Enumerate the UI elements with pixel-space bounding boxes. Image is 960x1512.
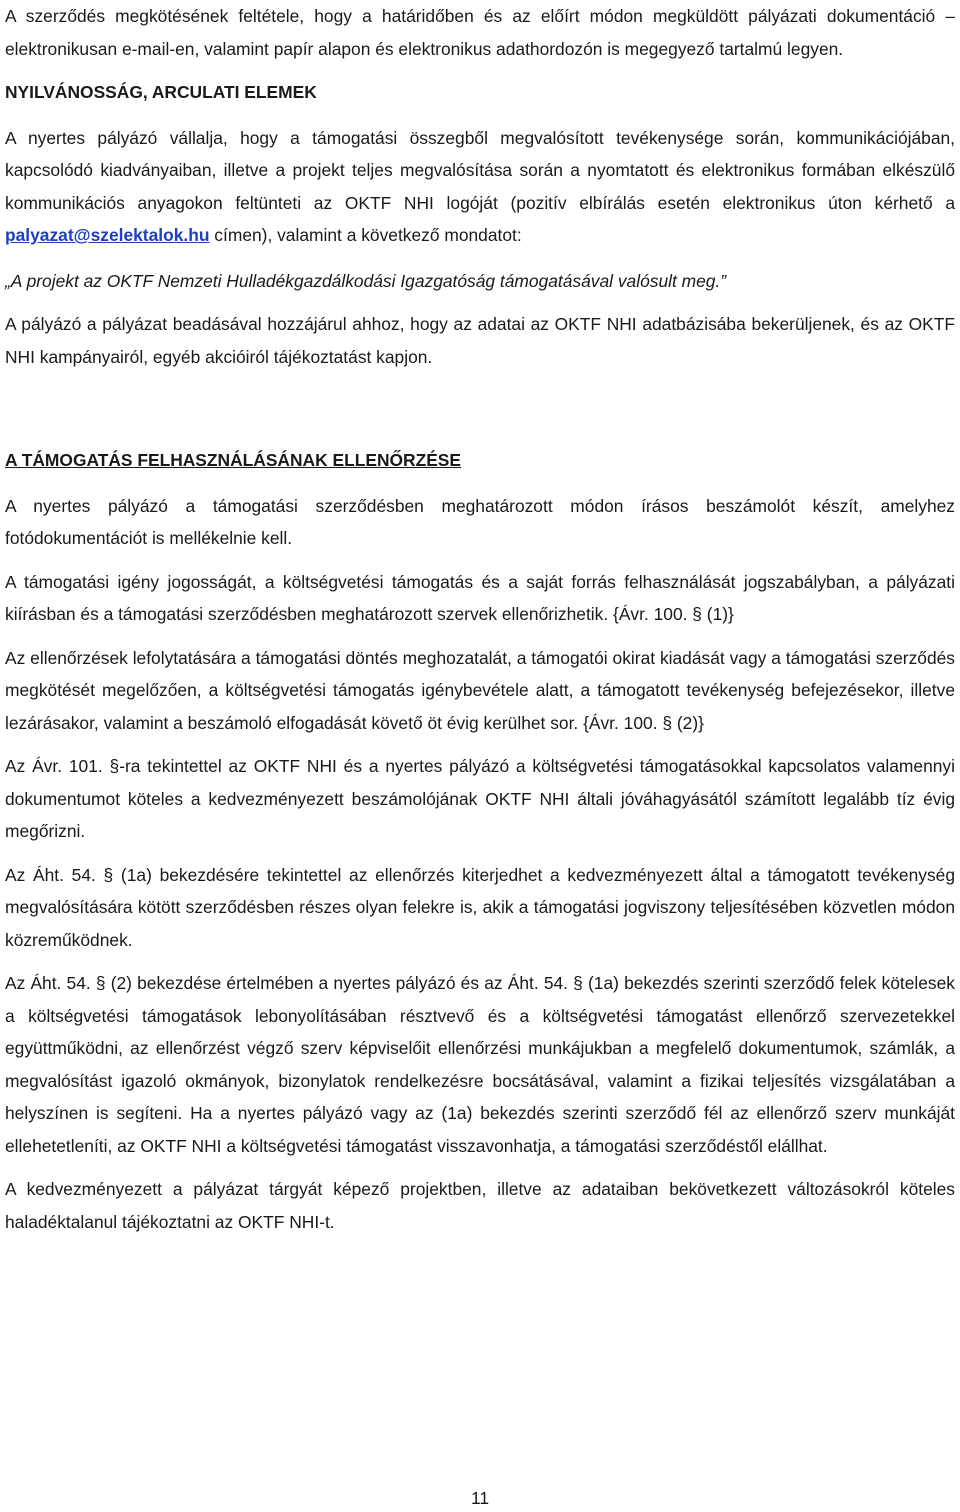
control-paragraph-2: A támogatási igény jogosságát, a költségvetési támogatás és a saját forrás felhasználását jogszabályban, a pályázati kiírásban és a támogatási szerződésben meghatározott szervek ellenőrizhetik. {Ávr. 100. § (1)} bbox=[5, 571, 955, 624]
publicity-paragraph-1 bbox=[5, 122, 955, 252]
email-link[interactable]: palyazat@szelektalok.hu bbox=[5, 225, 210, 245]
page-number: 11 bbox=[470, 1488, 490, 1508]
publicity-heading: NYILVÁNOSSÁG, ARCULATI ELEMEK bbox=[5, 82, 317, 102]
publicity-quote: „A projekt az OKTF Nemzeti Hulladékgazdálkodási Igazgatóság támogatásával valósult meg.” bbox=[5, 270, 727, 291]
publicity-paragraph-2: A pályázó a pályázat beadásával hozzájárul ahhoz, hogy az adatai az OKTF NHI adatbázisába bekerüljenek, és az OKTF NHI kampányairól, egyéb akcióiról tájékoztatást kapjon. bbox=[5, 314, 955, 367]
control-paragraph-4: Az Ávr. 101. §-ra tekintettel az OKTF NHI és a nyertes pályázó a költségvetési támogatásokkal kapcsolatos valamennyi dokumentumot köteles a kedvezményezett beszámolójának OKTF NHI általi jóváhagyásától számított legalább tíz évig megőrizni. bbox=[5, 756, 955, 841]
intro-paragraph: A szerződés megkötésének feltétele, hogy a határidőben és az előírt módon megküldött pályázati dokumentáció – elektronikusan e-mail-en, valamint papír alapon és elektronikus adathordozón is megegyező tartalmú legyen. bbox=[5, 6, 955, 59]
control-heading: A TÁMOGATÁS FELHASZNÁLÁSÁNAK ELLENŐRZÉSE bbox=[5, 450, 462, 470]
document-page bbox=[5, 0, 955, 1238]
control-paragraph-7: A kedvezményezett a pályázat tárgyát képező projektben, illetve az adataiban bekövetkezett változásokról köteles haladéktalanul tájékoztatni az OKTF NHI-t. bbox=[5, 1179, 955, 1232]
control-paragraph-5: Az Áht. 54. § (1a) bekezdésére tekintettel az ellenőrzés kiterjedhet a kedvezményezett által a támogatott tevékenység megvalósítására kötött szerződésben részes olyan felekre is, akik a támogatási jogviszony teljesítésében közvetlen módon közreműködnek. bbox=[5, 864, 955, 950]
control-paragraph-3: Az ellenőrzések lefolytatására a támogatási döntés meghozatalát, a támogatói okirat kiadását vagy a támogatási szerződés megkötését megelőzően, a költségvetési támogatás igénybevétele alatt, a támogatott tevékenység befejezésekor, illetve lezárásakor, valamint a beszámoló elfogadását követő öt évig kerülhet sor. {Ávr. 100. § (2)} bbox=[5, 647, 955, 733]
control-paragraph-6: Az Áht. 54. § (2) bekezdése értelmében a nyertes pályázó és az Áht. 54. § (1a) bekezdés szerinti szerződő felek kötelesek a költségvetési támogatások lebonyolításában résztvevő és a költségvetési támogatást ellenőrző szervezetekkel együttműködni, az ellenőrzést végző szerv képviselőit ellenőrzési munkájukban a megfelelő dokumentumok, számlák, a megvalósítást igazoló okmányok, bizonylatok rendelkezésre bocsátásával, valamint a fizikai teljesítés vizsgálatában a helyszínen is segíteni. Ha a nyertes pályázó vagy az (1a) bekezdés szerinti szerződő fél az ellenőrző szerv munkáját ellehetetleníti, az OKTF NHI a költségvetési támogatást visszavonhatja, a támogatási szerződéstől elállhat. bbox=[5, 973, 955, 1156]
publicity-paragraph-1-end: címen), valamint a következő mondatot: bbox=[209, 225, 522, 245]
control-paragraph-1: A nyertes pályázó a támogatási szerződésben meghatározott módon írásos beszámolót készít, amelyhez fotódokumentációt is mellékelnie kell. bbox=[5, 495, 955, 548]
publicity-paragraph-1-text: A nyertes pályázó vállalja, hogy a támogatási összegből megvalósított tevékenysége során, kommunikációjában, kapcsolódó kiadványaiban, illetve a projekt teljes megvalósítása során a nyomtatott és elektronikus formában elkészülő kommunikációs anyagokon feltünteti az OKTF NHI logóját (pozitív elbírálás esetén elektronikus úton kérhető a bbox=[5, 127, 955, 213]
